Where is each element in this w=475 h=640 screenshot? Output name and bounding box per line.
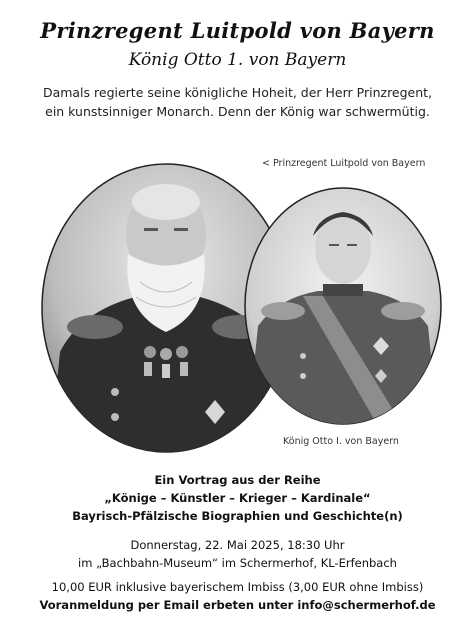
fees-info: [0, 578, 475, 614]
intro-line-1: Damals regierte seine königliche Hoheit, der Herr Prinzregent,: [42, 85, 433, 100]
page-title: Prinzregent Luitpold von Bayern: [40, 18, 435, 43]
event-date: Donnerstag, 22. Mai 2025, 18:30 Uhr: [130, 538, 345, 552]
caption-otto: König Otto I. von Bayern: [283, 436, 399, 447]
registration-text: Voranmeldung per Email erbeten unter info@schermerhof.de: [39, 598, 436, 612]
intro-line-2: ein kunstsinniger Monarch. Denn der König war schwermütig.: [45, 104, 430, 119]
price-text: 10,00 EUR inklusive bayerischem Imbiss (3,00 EUR ohne Imbiss): [51, 580, 424, 594]
talk-series-title: „Könige – Künstler – Krieger – Kardinale“: [104, 491, 371, 505]
talk-line-1: Ein Vortrag aus der Reihe: [154, 473, 321, 487]
portrait-otto: [243, 186, 443, 426]
caption-luitpold: < Prinzregent Luitpold von Bayern: [262, 158, 426, 169]
talk-line-3: Bayrisch-Pfälzische Biographien und Geschichte(n): [72, 509, 403, 523]
talk-info: [0, 471, 475, 525]
intro-text: [20, 83, 455, 121]
event-venue: im „Bachbahn-Museum“ im Schermerhof, KL-Erfenbach: [78, 556, 397, 570]
event-info: [0, 536, 475, 572]
page-subtitle: König Otto 1. von Bayern: [128, 50, 347, 70]
